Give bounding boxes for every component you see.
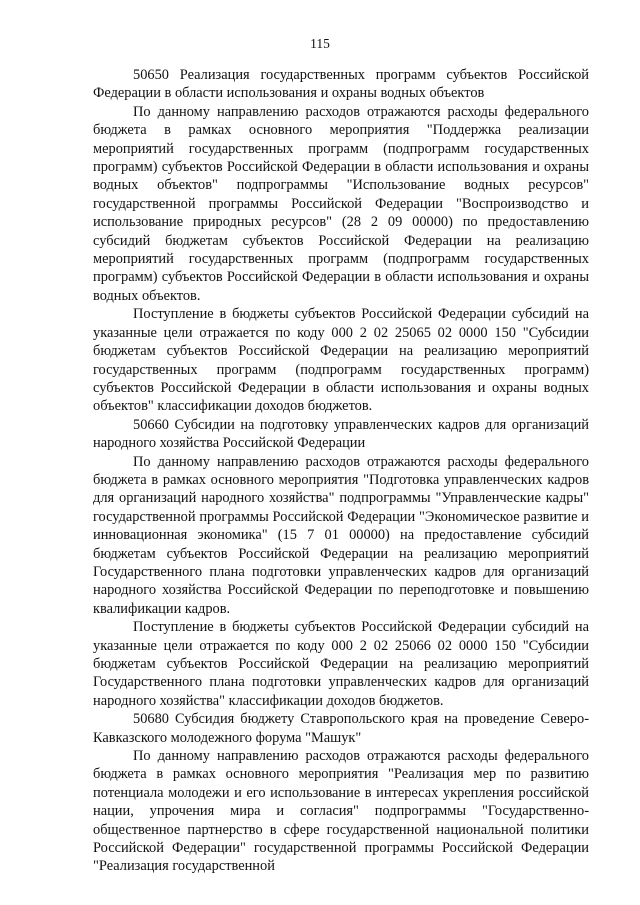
paragraph-50680-heading: 50680 Субсидия бюджету Ставропольского края на проведение Северо-Кавказского молодежного форума "Машук" <box>93 711 589 746</box>
paragraph-50680-description: По данному направлению расходов отражаются расходы федерального бюджета в рамках основного мероприятия "Реализация мер по развитию потенциала молодежи и его использование в интересах укрепления российской нации, упрочения мира и согласия" подпрограммы "Государственно-общественное партнерство в сфере государственной национальной политики Российской Федерации" государственной программы Российской Федерации "Реализация государственной <box>93 748 589 875</box>
paragraph-50650-revenue: Поступление в бюджеты субъектов Российской Федерации субсидий на указанные цели отражается по коду 000 2 02 25065 02 0000 150 "Субсидии бюджетам субъектов Российской Федерации на реализацию мероприятий государственных программ (подпрограмм государственных программ) субъектов Российской Федерации в области использования и охраны водных объектов" классификации доходов бюджетов. <box>93 306 589 415</box>
paragraph-50660-description: По данному направлению расходов отражаются расходы федерального бюджета в рамках основного мероприятия "Подготовка управленческих кадров для организаций народного хозяйства" подпрограммы "Управленческие кадры" государственной программы Российской Федерации "Экономическое развитие и инновационная экономика" (15 7 01 00000) на предоставление субсидий бюджетам субъектов Российской Федерации на реализацию мероприятий Государственного плана подготовки управленческих кадров для организаций народного хозяйства Российской Федерации по переподготовке и повышению квалификации кадров. <box>93 453 589 617</box>
page-number: 115 <box>310 36 330 51</box>
paragraph-50650-heading: 50650 Реализация государственных программ субъектов Российской Федерации в области использования и охраны водных объектов <box>93 67 589 102</box>
paragraph-50660-revenue: Поступление в бюджеты субъектов Российской Федерации субсидий на указанные цели отражается по коду 000 2 02 25066 02 0000 150 "Субсидии бюджетам субъектов Российской Федерации на реализацию мероприятий Государственного плана подготовки управленческих кадров для организаций народного хозяйства" классификации доходов бюджетов. <box>93 619 589 709</box>
document-body <box>93 66 589 876</box>
paragraph-50650-description: По данному направлению расходов отражаются расходы федерального бюджета в рамках основного мероприятия "Поддержка реализации мероприятий государственных программ (подпрограмм государственных программ) субъектов Российской Федерации в области использования и охраны водных объектов" подпрограммы "Использование водных ресурсов" государственной программы Российской Федерации "Воспроизводство и использование природных ресурсов" (28 2 09 00000) по предоставлению субсидий бюджетам субъектов Российской Федерации на реализацию мероприятий государственных программ (подпрограмм государственных программ) субъектов Российской Федерации в области использования и охраны водных объектов. <box>93 103 589 304</box>
paragraph-50660-heading: 50660 Субсидии на подготовку управленческих кадров для организаций народного хозяйства Российской Федерации <box>93 416 589 452</box>
